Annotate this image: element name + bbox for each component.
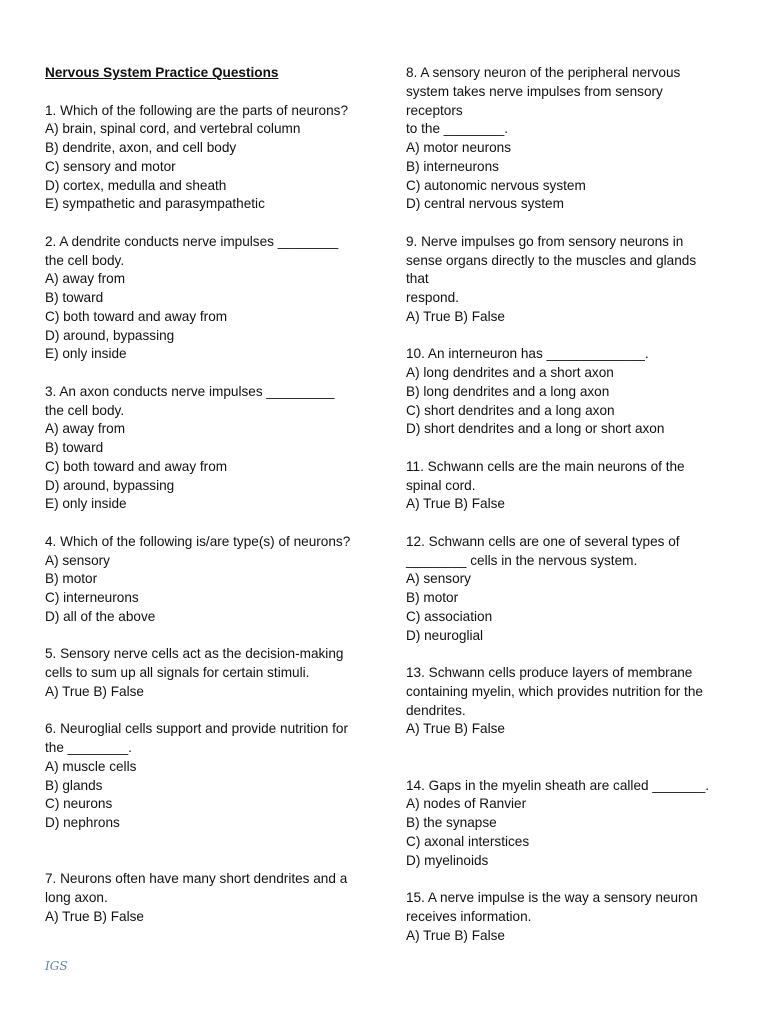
question-text: 10. An interneuron has _____________.: [406, 346, 649, 362]
question-line: containing myelin, which provides nutrition for the: [406, 683, 703, 699]
question-text: 1. Which of the following are the parts of neurons?: [45, 102, 349, 118]
question-text: 12. Schwann cells are one of several types of: [406, 533, 680, 549]
question-line: B) dendrite, axon, and cell body: [45, 140, 237, 155]
question-line: A) sensory: [45, 552, 110, 568]
question-line: E) sympathetic and parasympathetic: [45, 196, 265, 212]
question-line: A) away from: [45, 421, 126, 437]
question-line: C) sensory and motor: [45, 158, 176, 174]
question-text: 2. A dendrite conducts nerve impulses ________: [45, 233, 339, 249]
question-12: [406, 533, 736, 646]
question-line: the ________.: [45, 740, 132, 755]
question-11: [406, 458, 736, 514]
question-text: 11. Schwann cells are the main neurons of the: [406, 458, 685, 474]
question-line: A) sensory: [406, 571, 471, 587]
question-9: [406, 233, 736, 327]
question-line: B) long dendrites and a long axon: [406, 383, 610, 399]
question-line: E) only inside: [45, 346, 127, 362]
question-line: C) interneurons: [45, 590, 139, 605]
question-line: B) motor: [406, 590, 459, 605]
question-1: [45, 102, 375, 215]
question-line: C) both toward and away from: [45, 458, 228, 474]
question-line: the cell body.: [45, 252, 125, 268]
question-line: B) motor: [45, 571, 98, 587]
question-text: 13. Schwann cells produce layers of membrane: [406, 665, 693, 680]
question-13: [406, 664, 736, 739]
question-10: [406, 345, 736, 439]
question-4: [45, 533, 375, 627]
question-15: [406, 889, 736, 945]
question-line: D) nephrons: [45, 815, 120, 830]
question-line: D) around, bypassing: [45, 327, 175, 343]
question-line: C) both toward and away from: [45, 308, 228, 324]
question-line: A) True B) False: [406, 927, 505, 943]
question-line: A) True B) False: [406, 721, 505, 737]
question-line: dendrites.: [406, 702, 466, 718]
question-line: B) glands: [45, 777, 103, 793]
question-line: D) cortex, medulla and sheath: [45, 177, 227, 193]
question-line: that: [406, 271, 429, 287]
question-line: receives information.: [406, 908, 532, 924]
left-column: [45, 64, 375, 927]
question-line: A) True B) False: [45, 908, 144, 924]
question-line: D) short dendrites and a long or short axon: [406, 421, 665, 437]
question-text: 5. Sensory nerve cells act as the decision-making: [45, 646, 344, 662]
question-line: sense organs directly to the muscles and glands: [406, 252, 697, 268]
page-title: Nervous System Practice Questions: [45, 65, 279, 80]
question-line: A) True B) False: [406, 496, 505, 512]
question-line: A) brain, spinal cord, and vertebral column: [45, 121, 301, 137]
question-line: receptors: [406, 102, 463, 118]
question-line: B) toward: [45, 440, 104, 455]
question-text: 9. Nerve impulses go from sensory neurons in: [406, 233, 684, 249]
question-line: system takes nerve impulses from sensory: [406, 83, 663, 99]
question-line: C) axonal interstices: [406, 833, 530, 849]
question-6: [45, 720, 375, 833]
question-line: E) only inside: [45, 496, 127, 512]
question-line: to the ________.: [406, 121, 509, 137]
right-column: [406, 64, 736, 945]
question-line: respond.: [406, 290, 459, 305]
question-line: D) myelinoids: [406, 852, 489, 868]
question-line: C) autonomic nervous system: [406, 177, 586, 193]
question-14: [406, 777, 736, 871]
question-line: B) the synapse: [406, 815, 497, 830]
question-line: long axon.: [45, 890, 108, 905]
question-line: A) True B) False: [45, 683, 144, 699]
question-text: 6. Neuroglial cells support and provide nutrition for: [45, 721, 349, 737]
question-line: spinal cord.: [406, 477, 476, 493]
question-5: [45, 645, 375, 701]
question-line: ________ cells in the nervous system.: [406, 552, 638, 568]
question-line: A) True B) False: [406, 308, 505, 324]
question-line: A) motor neurons: [406, 140, 512, 155]
question-3: [45, 383, 375, 514]
question-text: 8. A sensory neuron of the peripheral nervous: [406, 65, 681, 80]
question-line: C) association: [406, 608, 493, 624]
question-line: cells to sum up all signals for certain stimuli.: [45, 665, 310, 680]
question-line: A) nodes of Ranvier: [406, 796, 527, 812]
question-8: [406, 64, 736, 214]
question-line: D) neuroglial: [406, 627, 484, 643]
question-text: 7. Neurons often have many short dendrites and a: [45, 871, 348, 887]
question-line: A) muscle cells: [45, 758, 137, 774]
question-text: 15. A nerve impulse is the way a sensory neuron: [406, 890, 698, 905]
question-line: D) all of the above: [45, 608, 156, 624]
question-line: B) toward: [45, 290, 104, 305]
question-text: 4. Which of the following is/are type(s) of neurons?: [45, 533, 351, 549]
question-line: C) short dendrites and a long axon: [406, 402, 615, 418]
question-line: C) neurons: [45, 796, 113, 812]
question-line: D) central nervous system: [406, 196, 564, 212]
question-line: the cell body.: [45, 402, 125, 418]
question-line: A) away from: [45, 271, 126, 287]
question-line: A) long dendrites and a short axon: [406, 365, 614, 380]
question-line: B) interneurons: [406, 158, 499, 174]
question-text: 3. An axon conducts nerve impulses _________: [45, 383, 335, 399]
question-2: [45, 233, 375, 364]
question-7: [45, 870, 375, 926]
footer-logo: IGS: [45, 959, 68, 973]
question-text: 14. Gaps in the myelin sheath are called _______.: [406, 777, 710, 793]
question-line: D) around, bypassing: [45, 477, 175, 493]
